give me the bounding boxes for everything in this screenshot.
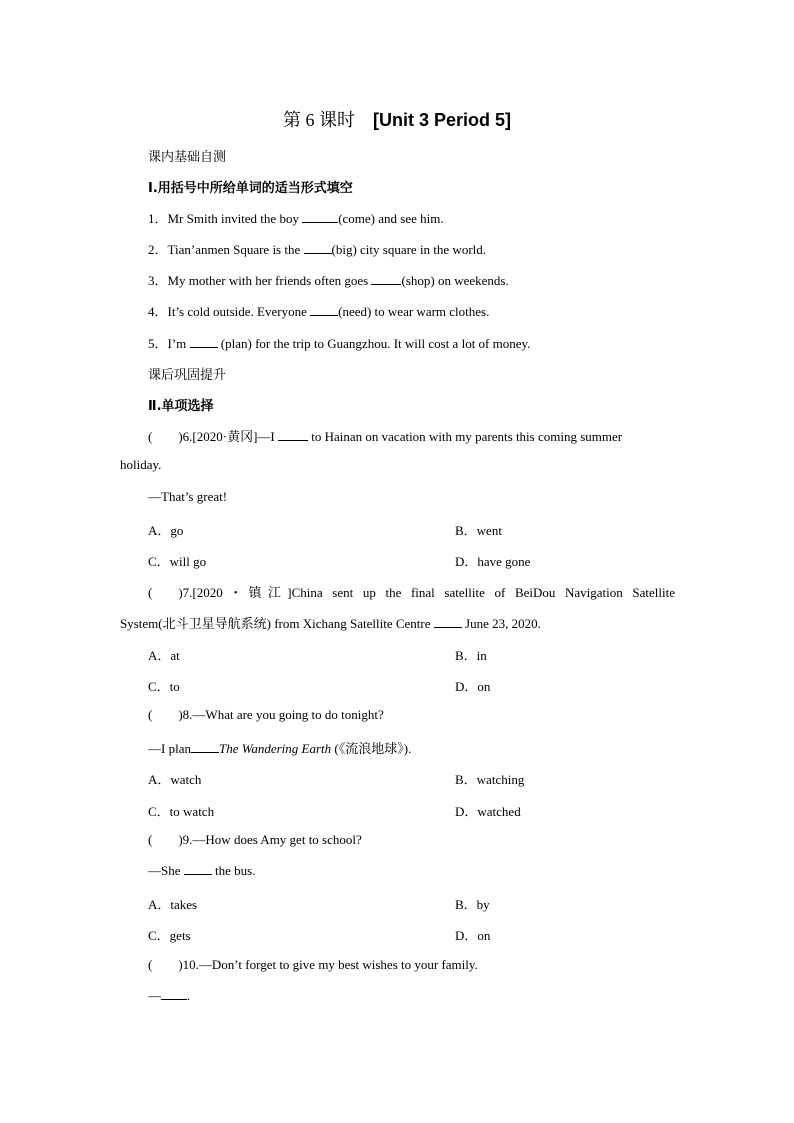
question-6-reply: —That’s great! — [148, 489, 228, 504]
question-10-reply: — . — [148, 988, 191, 1003]
option-a[interactable]: A．takes — [148, 897, 198, 912]
option-b[interactable]: B．went — [455, 523, 502, 538]
option-d[interactable]: D．on — [455, 679, 491, 694]
answer-blank[interactable] — [310, 304, 338, 316]
unit-label: [Unit 3 Period 5] — [372, 110, 511, 130]
question-10: ( )10.—Don’t forget to give my best wishes to your family. — [148, 957, 478, 972]
lesson-label: 第 6 课时 — [282, 110, 355, 130]
question-8: ( )8.—What are you going to do tonight? — [148, 707, 384, 722]
film-title: The Wandering Earth — [218, 741, 332, 756]
option-d[interactable]: D．watched — [455, 804, 521, 819]
part-2-heading: Ⅱ.单项选择 — [148, 399, 214, 414]
fill-item-2: 2．Tian’anmen Square is the (big) city square in the world. — [148, 242, 487, 257]
section-heading-1: 课内基础自测 — [148, 150, 227, 165]
section-heading-2: 课后巩固提升 — [148, 368, 227, 383]
page-title — [0, 106, 794, 132]
answer-blank[interactable] — [304, 242, 332, 254]
option-a[interactable]: A．at — [148, 648, 180, 663]
option-d[interactable]: D．on — [455, 928, 491, 943]
part-1-heading: Ⅰ.用括号中所给单词的适当形式填空 — [148, 181, 353, 196]
question-8-reply: —I plan The Wandering Earth (《流浪地球》). — [148, 741, 412, 756]
option-b[interactable]: B．in — [455, 648, 487, 663]
answer-blank[interactable] — [371, 273, 401, 285]
answer-blank[interactable] — [434, 616, 462, 628]
fill-item-3: 3．My mother with her friends often goes (shop) on weekends. — [148, 273, 509, 288]
answer-blank[interactable] — [278, 429, 308, 441]
fill-item-4: 4．It’s cold outside. Everyone (need) to wear warm clothes. — [148, 304, 490, 319]
option-c[interactable]: C．to — [148, 679, 180, 694]
option-d[interactable]: D．have gone — [455, 554, 531, 569]
option-c[interactable]: C．to watch — [148, 804, 215, 819]
option-c[interactable]: C．gets — [148, 928, 191, 943]
fill-item-5: 5．I’m (plan) for the trip to Guangzhou. It will cost a lot of money. — [148, 336, 531, 351]
question-9: ( )9.—How does Amy get to school? — [148, 832, 362, 847]
option-a[interactable]: A．watch — [148, 772, 202, 787]
option-a[interactable]: A．go — [148, 523, 184, 538]
question-9-reply: —She the bus. — [148, 863, 256, 878]
answer-blank[interactable] — [191, 741, 219, 753]
answer-blank[interactable] — [184, 863, 212, 875]
question-6-wrap: holiday. — [120, 457, 162, 472]
option-b[interactable]: B．watching — [455, 772, 525, 787]
question-7-wrap: System(北斗卫星导航系统) from Xichang Satellite Centre June 23, 2020. — [120, 616, 541, 631]
option-b[interactable]: B．by — [455, 897, 490, 912]
answer-blank[interactable] — [302, 211, 338, 223]
answer-blank[interactable] — [161, 988, 187, 1000]
answer-blank[interactable] — [190, 336, 218, 348]
fill-item-1: 1．Mr Smith invited the boy (come) and see him. — [148, 211, 444, 226]
question-7: ( )7.[2020・镇江]China sent up the final satellite of BeiDou Navigation Satellite — [148, 585, 675, 600]
question-6: ( )6.[2020·黄冈]—I to Hainan on vacation with my parents this coming summer — [148, 429, 623, 444]
option-c[interactable]: C．will go — [148, 554, 207, 569]
